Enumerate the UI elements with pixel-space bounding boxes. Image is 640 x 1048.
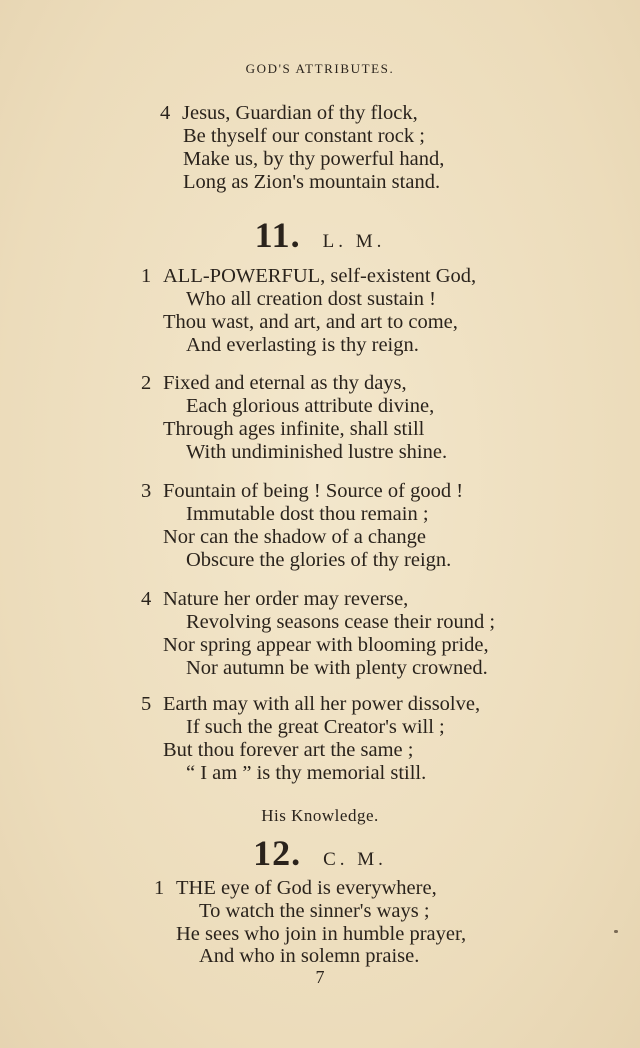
running-head: GOD'S ATTRIBUTES. [245,61,395,76]
stanza-number: 1 [154,877,165,899]
hymn-number: 12. [253,833,302,873]
stanza-line: Through ages infinite, shall still [163,418,425,440]
stanza-line: Who all creation dost sustain ! [186,288,436,310]
ink-speck [614,930,618,933]
stanza-line: To watch the sinner's ways ; [199,900,430,922]
stanza-line: If such the great Creator's will ; [186,716,445,738]
stanza-line: Thou wast, and art, and art to come, [163,311,458,333]
stanza-number: 4 [141,588,152,610]
hymn-meter: C. M. [323,849,387,870]
stanza-number: 3 [141,480,152,502]
stanza-line: He sees who join in humble prayer, [176,923,467,945]
stanza-line: 4 Nature her order may reverse, [141,588,409,610]
stanza-line: Nor can the shadow of a change [163,526,426,548]
stanza-number: 5 [141,693,152,715]
stanza-line: Revolving seasons cease their round ; [186,611,496,633]
stanza-line: But thou forever art the same ; [163,739,414,761]
hymn-12-heading [0,832,640,874]
stanza-number: 2 [141,372,152,394]
stanza-line: “ I am ” is thy memorial still. [186,762,427,784]
stanza-line: 1 ALL-POWERFUL, self-existent God, [141,265,477,287]
stanza-line: Obscure the glories of thy reign. [186,549,452,571]
stanza-line: 2 Fixed and eternal as thy days, [141,372,407,394]
stanza-number: 1 [141,265,152,287]
stanza-line: Long as Zion's mountain stand. [183,171,441,193]
stanza-line: With undiminished lustre shine. [186,441,448,463]
stanza-line: Be thyself our constant rock ; [183,125,425,147]
stanza-line: 1 THE eye of God is everywhere, [154,877,437,899]
hymn-11-heading [0,214,640,256]
stanza-line: Each glorious attribute divine, [186,395,435,417]
hymn-number: 11. [254,215,301,255]
stanza-line: 3 Fountain of being ! Source of good ! [141,480,464,502]
stanza-line: Nor spring appear with blooming pride, [163,634,489,656]
stanza-line: Nor autumn be with plenty crowned. [186,657,488,679]
section-title: His Knowledge. [261,806,379,825]
stanza-line: Make us, by thy powerful hand, [183,148,445,170]
stanza-line: And everlasting is thy reign. [186,334,419,356]
stanza-line: Immutable dost thou remain ; [186,503,429,525]
stanza-line: 5 Earth may with all her power dissolve, [141,693,481,715]
stanza-line: And who in solemn praise. [199,945,420,967]
hymn-meter: L. M. [322,231,386,252]
page-number: 7 [315,967,325,987]
stanza-number: 4 [160,102,171,124]
stanza-line: 4 Jesus, Guardian of thy flock, [160,102,418,124]
